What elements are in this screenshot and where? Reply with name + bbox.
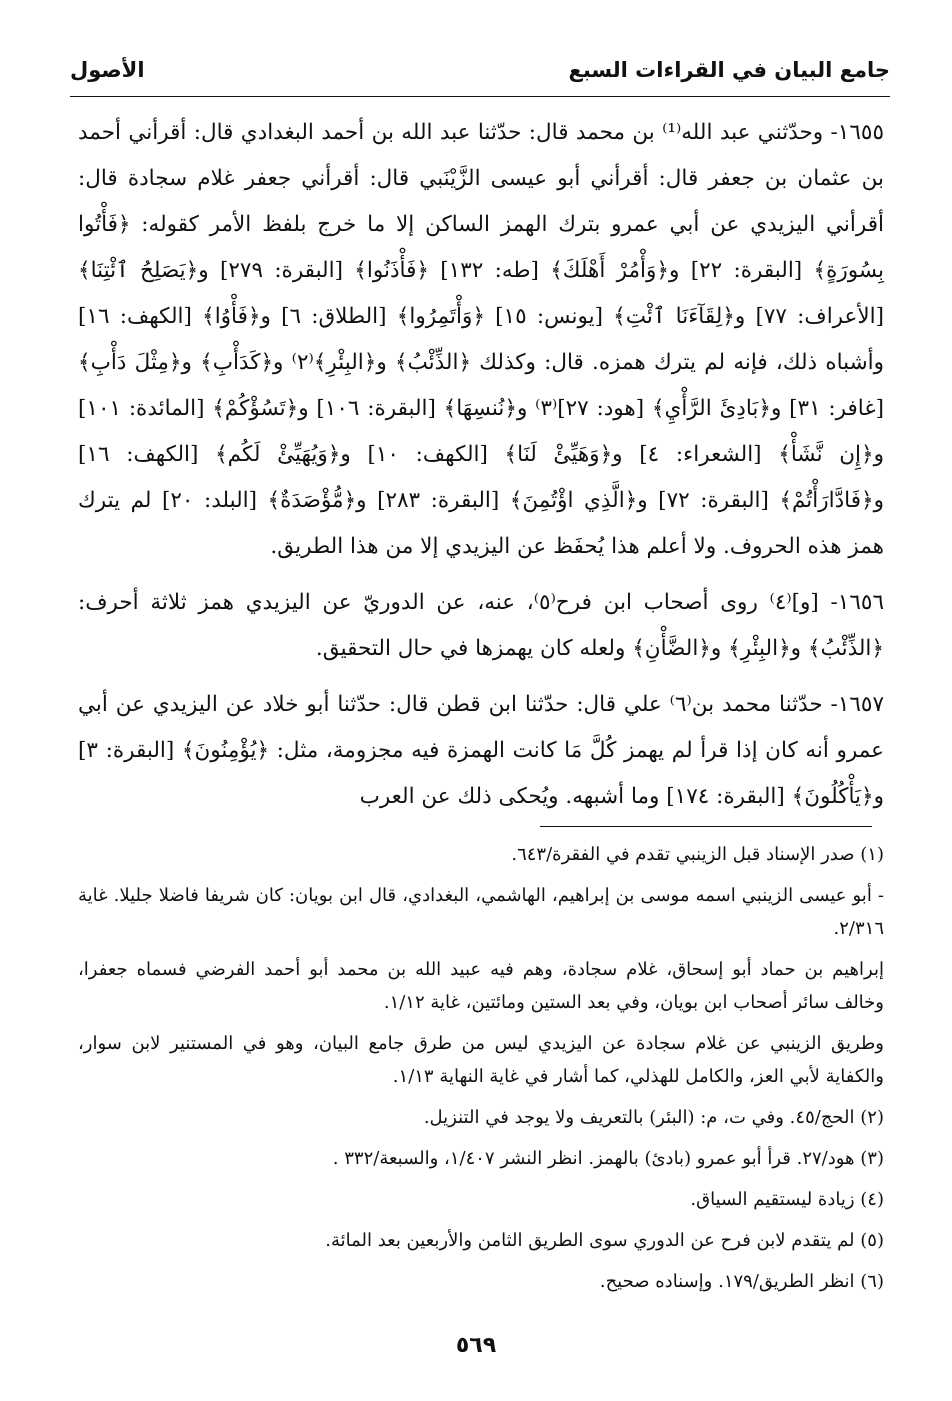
header-rule xyxy=(70,96,890,97)
main-text xyxy=(78,110,884,820)
paragraph-1656: ١٦٥٦- [و]⁽٤⁾ روى أصحاب ابن فرح⁽٥⁾، عنه، عن الدوريّ عن اليزيدي همز ثلاثة أحرف: ﴿الذِّئْبُ﴾ و﴿البِئْرِ﴾ و﴿الضَّأْنِ﴾ ولعله كان يهمزها في حال التحقيق. xyxy=(78,590,884,661)
footnote-1-note-a: - أبو عيسى الزينبي اسمه موسى بن إبراهيم، الهاشمي، البغدادي، قال ابن بويان: كان شريفا فاضلا جليلا. غاية ٢/٣١٦. xyxy=(78,885,884,939)
footnote-5: (٥) لم يتقدم لابن فرح عن الدوري سوى الطريق الثامن والأربعين بعد المائة. xyxy=(325,1230,884,1251)
paragraph-1655: ١٦٥٥- وحدّثني عبد الله⁽¹⁾ بن محمد قال: حدّثنا عبد الله بن أحمد البغدادي قال: أقرأني أحمد بن عثمان بن جعفر قال: أقرأني أبو عيسى الزَّيْنَبي قال: أقرأني جعفر غلام سجادة قال: أقرأني اليزيدي عن أبي عمرو بترك الهمز الساكن إلا ما خرج بلفظ الأمر كقوله: ﴿فَأْتُوا بِسُورَةٍ﴾ [البقرة: ٢٢] و﴿وَأْمُرْ أَهْلَكَ﴾ [طه: ١٣٢] ﴿فَأْذَنُوا﴾ [البقرة: ٢٧٩] و﴿يَصَلِحُ ٱئْتِنَا﴾ [الأعراف: ٧٧] و﴿لِقَآءَنَا ٱئْتِ﴾ [يونس: ١٥] ﴿وَأْتَمِرُوا﴾ [الطلاق: ٦] و﴿فَأْوُا﴾ [الكهف: ١٦] وأشباه ذلك، فإنه لم يترك همزه. قال: وكذلك ﴿الذِّئْبُ﴾ و﴿البِئْرِ﴾⁽٢⁾ و﴿كَدَأْبِ﴾ و﴿مِثْلَ دَأْبِ﴾ [غافر: ٣١] و﴿بَادِئَ الرَّأْيِ﴾ [هود: ٢٧]⁽٣⁾ و﴿نُنسِهَا﴾ [البقرة: ١٠٦] و﴿تَسُؤْكُمْ﴾ [المائدة: ١٠١] و﴿إِن نَّشَأْ﴾ [الشعراء: ٤] و﴿وَهَيِّئْ لَنَا﴾ [الكهف: ١٠] و﴿وَيُهَيِّئْ لَكُم﴾ [الكهف: ١٦] و﴿فَادَّارَأْتُمْ﴾ [البقرة: ٧٢] و﴿الَّذِي اؤْتُمِنَ﴾ [البقرة: ٢٨٣] و﴿مُّؤْصَدَةٌ﴾ [البلد: ٢٠] لم يترك همز هذه الحروف. ولا أعلم هذا يُحفَظ عن اليزيدي إلا من هذا الطريق. xyxy=(78,120,885,559)
running-header xyxy=(70,58,890,88)
footnote-rule xyxy=(540,826,872,827)
footnote-3: (٣) هود/٢٧. قرأ أبو عمرو (بادئ) بالهمز. انظر النشر ١/٤٠٧، والسبعة/٣٣٢ . xyxy=(332,1148,884,1169)
footnote-4: (٤) زيادة ليستقيم السياق. xyxy=(690,1189,884,1210)
page-number: ٥٦٩ xyxy=(455,1333,497,1358)
footnote-1-note-b: إبراهيم بن حماد أبو إسحاق، غلام سجادة، وهم فيه عبيد الله بن محمد أبو أحمد الفرضي فسماه جعفرا، وخالف سائر أصحاب ابن بويان، وفي بعد الستين ومائتين، غاية ١/١٢. xyxy=(78,959,884,1013)
section-title: الأصول xyxy=(70,58,145,82)
footnote-2: (٢) الحج/٤٥. وفي ت، م: (البئر) بالتعريف ولا يوجد في التنزيل. xyxy=(423,1107,884,1128)
footnote-1-note-c: وطريق الزينبي عن غلام سجادة عن اليزيدي ليس من طرق جامع البيان، وهو في المستنير لابن سوار، والكفاية لأبي العز، والكامل للهذلي، كما أشار في غاية النهاية ١/١٣. xyxy=(78,1033,884,1087)
footnote-1: (١) صدر الإسناد قبل الزينبي تقدم في الفقرة/٦٤٣. xyxy=(511,844,884,865)
footnotes xyxy=(78,838,884,1306)
book-title: جامع البيان في القراءات السبع xyxy=(568,58,890,82)
footnote-6: (٦) انظر الطريق/١٧٩. وإسناده صحيح. xyxy=(599,1271,884,1292)
paragraph-1657: ١٦٥٧- حدّثنا محمد بن⁽٦⁾ علي قال: حدّثنا ابن قطن قال: حدّثنا أبو خلاد عن اليزيدي عن أبي عمرو أنه كان إذا قرأ لم يهمز كُلَّ مَا كانت الهمزة فيه مجزومة، مثل: ﴿يُؤْمِنُونَ﴾ [البقرة: ٣] و﴿يَأْكُلُونَ﴾ [البقرة: ١٧٤] وما أشبهه. ويُحكى ذلك عن العرب xyxy=(78,692,885,809)
